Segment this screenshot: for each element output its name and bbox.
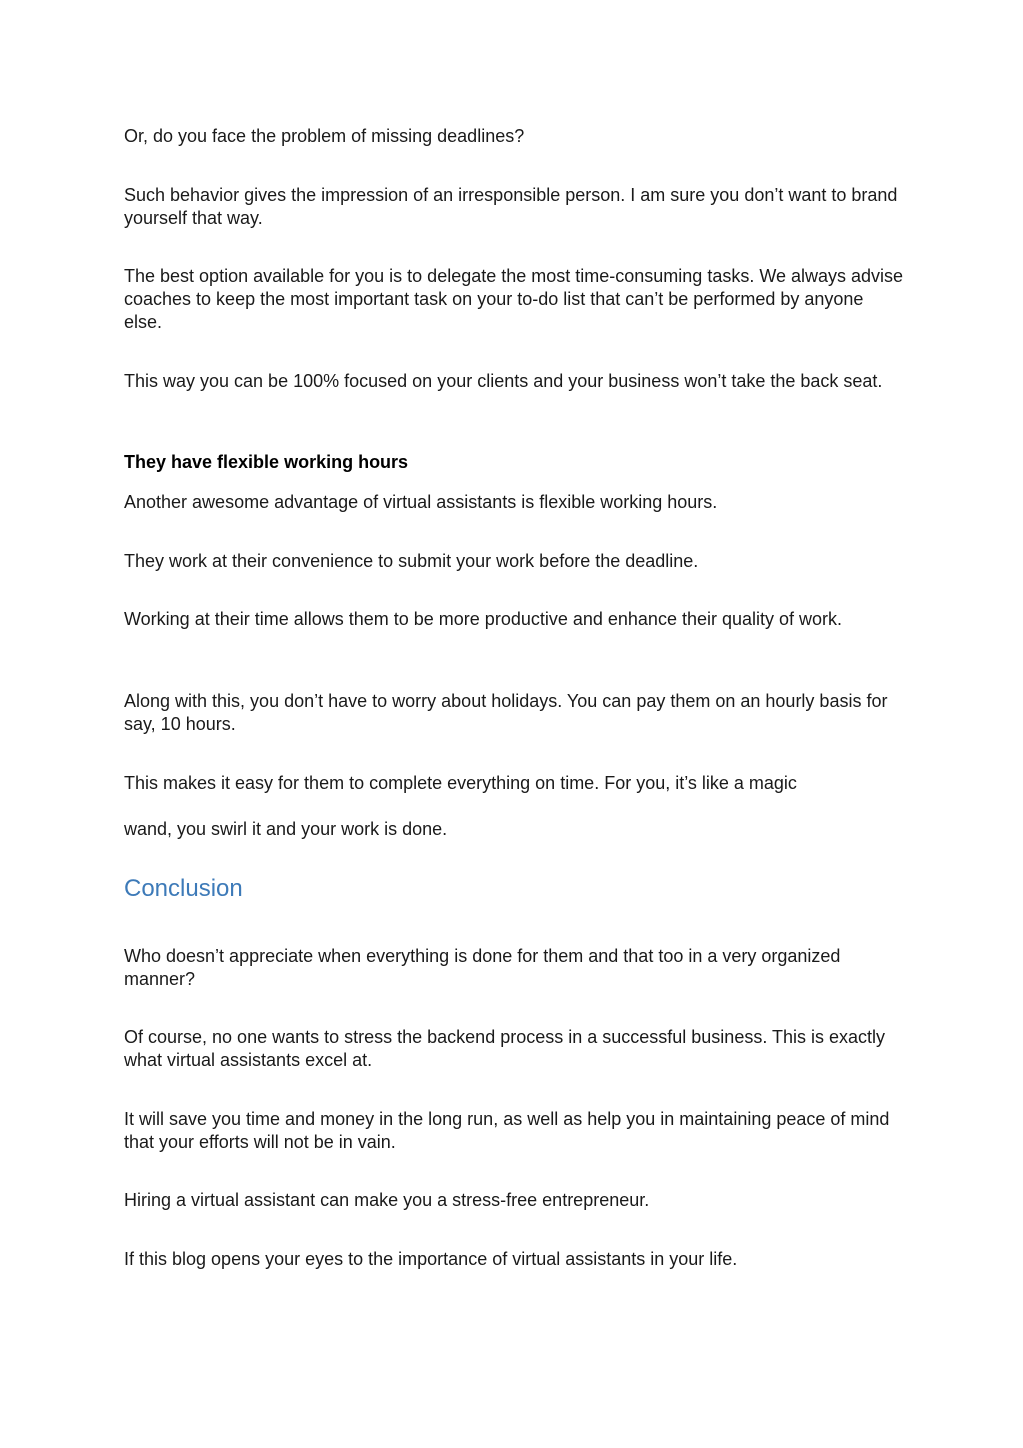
paragraph-irresponsible-person: Such behavior gives the impression of an irresponsible person. I am sure you don’t want to brand yourself that way. [124, 185, 898, 228]
paragraph-delegate-tasks: The best option available for you is to delegate the most time-consuming tasks. We always advise coaches to keep the most important task on your to-do list that can’t be performed by anyone else. [124, 266, 904, 332]
paragraph-productive: Working at their time allows them to be more productive and enhance their quality of work. [124, 609, 843, 629]
paragraph-open-eyes: If this blog opens your eyes to the importance of virtual assistants in your life. [124, 1249, 738, 1269]
paragraph-missing-deadlines: Or, do you face the problem of missing deadlines? [124, 126, 525, 146]
paragraph-appreciate: Who doesn’t appreciate when everything is done for them and that too in a very organized manner? [124, 946, 841, 989]
paragraph-save-time: It will save you time and money in the long run, as well as help you in maintaining peace of mind that your efforts will not be in vain. [124, 1109, 890, 1152]
conclusion-heading: Conclusion [124, 875, 243, 902]
section-heading-flexible-hours: They have flexible working hours [124, 452, 409, 472]
paragraph-backend-process: Of course, no one wants to stress the backend process in a successful business. This is exactly what virtual assistants excel at. [124, 1027, 886, 1070]
paragraph-magic-wand: wand, you swirl it and your work is done. [124, 819, 448, 839]
paragraph-convenience: They work at their convenience to submit your work before the deadline. [124, 551, 699, 571]
paragraph-focused-clients: This way you can be 100% focused on your clients and your business won’t take the back seat. [124, 371, 883, 391]
paragraph-holidays: Along with this, you don’t have to worry about holidays. You can pay them on an hourly basis for say, 10 hours. [124, 691, 888, 734]
paragraph-flexible-advantage: Another awesome advantage of virtual assistants is flexible working hours. [124, 492, 718, 512]
paragraph-stress-free: Hiring a virtual assistant can make you a stress-free entrepreneur. [124, 1190, 650, 1210]
paragraph-magic: This makes it easy for them to complete everything on time. For you, it’s like a magic [124, 773, 797, 793]
